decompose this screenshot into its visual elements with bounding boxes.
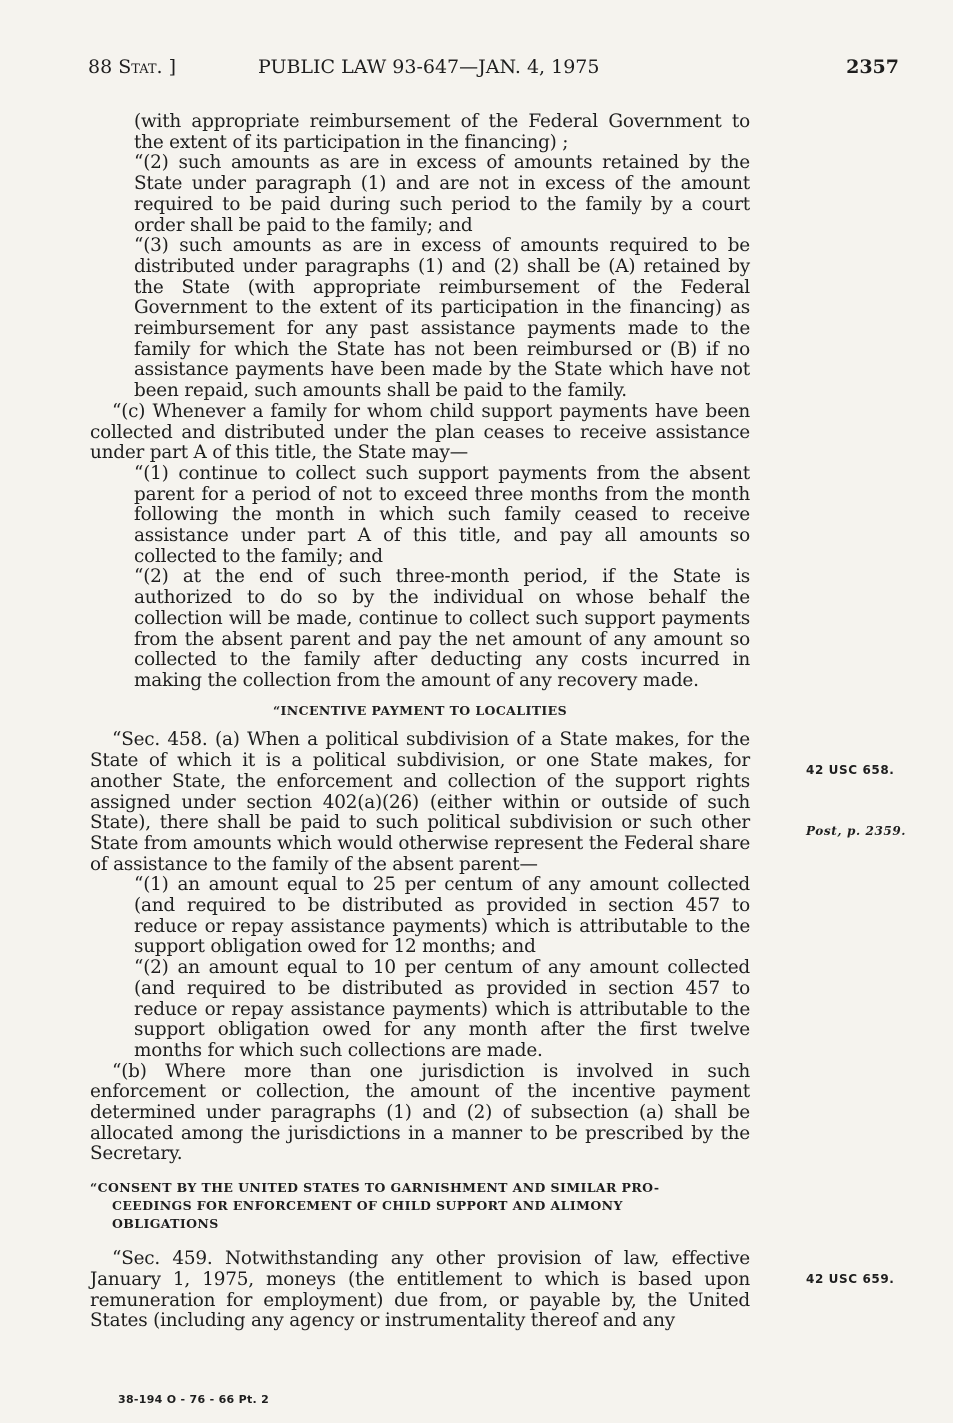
section-heading xyxy=(90,1179,750,1233)
paragraph: “(2) such amounts as are in excess of amounts retained by the State under paragraph (1) and are not in excess of the amount required to be paid during such period to the family by a court order shall be paid to the family; and xyxy=(134,152,750,236)
margin-citation: 42 USC 659. xyxy=(806,1272,895,1286)
paragraph: “(b) Where more than one jurisdiction is involved in such enforcement or collection, the amount of the incentive payment determined under paragraphs (1) and (2) of subsection (a) shall be allocated among the jurisdictions in a manner to be prescribed by the Secretary. xyxy=(90,1060,750,1165)
section-heading-line: “CONSENT BY THE UNITED STATES TO GARNISHMENT AND SIMILAR PRO- xyxy=(90,1180,660,1196)
paragraph: “(2) at the end of such three-month period, if the State is authorized to do so by the individual on whose behalf the collection will be made, continue to collect such support payments from the absent parent and pay the net amount of any amount so collected to the family after deducting any costs incurred in making the collection from the amount of any recovery made. xyxy=(134,566,750,691)
paragraph: “(c) Whenever a family for whom child support payments have been collected and distributed under the plan ceases to receive assistance under part A of this title, the State may— xyxy=(90,400,750,464)
body-text xyxy=(90,112,750,1332)
header-title: PUBLIC LAW 93-647—JAN. 4, 1975 xyxy=(258,56,600,78)
paragraph: “Sec. 459. Notwithstanding any other provision of law, effective January 1, 1975, moneys (the entitlement to which is based upon remuneration for employment) due from, or payable by, the United States (including any agency or instrumentality thereof and any xyxy=(90,1248,750,1332)
section-heading-line: CEEDINGS FOR ENFORCEMENT OF CHILD SUPPORT AND ALIMONY xyxy=(112,1198,623,1214)
paragraph: “(1) continue to collect such support payments from the absent parent for a period of not to exceed three months from the month following the month in which such family ceased to receive assistance under part A of this title, and pay all amounts so collected to the family; and xyxy=(134,462,750,567)
section-heading: “INCENTIVE PAYMENT TO LOCALITIES xyxy=(272,702,568,718)
paragraph: “(1) an amount equal to 25 per centum of any amount collected (and required to be distributed as provided in section 457 to reduce or repay assistance payments) which is attributable to the support obligation owed for 12 months; and xyxy=(134,874,750,958)
margin-citation: Post, p. 2359. xyxy=(806,824,907,838)
page-number: 2357 xyxy=(846,56,899,78)
paragraph: “(2) an amount equal to 10 per centum of any amount collected (and required to be distributed as provided in section 457 to reduce or repay assistance payments) which is attributable to the support obligation owed for any month after the first twelve months for which such collections are made. xyxy=(134,957,750,1061)
page-header xyxy=(88,56,899,86)
header-statute: 88 Stat. ] xyxy=(88,56,177,78)
section-heading-line: OBLIGATIONS xyxy=(112,1216,219,1232)
paragraph: (with appropriate reimbursement of the Federal Government to the extent of its participation in the financing) ; xyxy=(134,111,750,153)
print-code: 38-194 O - 76 - 66 Pt. 2 xyxy=(118,1393,270,1406)
margin-citation: 42 USC 658. xyxy=(806,763,895,777)
paragraph: “Sec. 458. (a) When a political subdivision of a State makes, for the State of which it is a political subdivision, or one State makes, for another State, the enforcement and collection of the support rights assigned under section 402(a)(26) (either within or outside of such State), there shall be paid to such political subdivision or such other State from amounts which would otherwise represent the Federal share of assistance to the family of the absent parent— xyxy=(90,729,750,875)
paragraph: “(3) such amounts as are in excess of amounts required to be distributed under paragraphs (1) and (2) shall be (A) retained by the State (with appropriate reimbursement of the Federal Government to the extent of its participation in the financing) as reimbursement for any past assistance payments made to the family for which the State has not been reimbursed or (B) if no assistance payments have been made by the State which have not been repaid, such amounts shall be paid to the family. xyxy=(134,235,750,402)
